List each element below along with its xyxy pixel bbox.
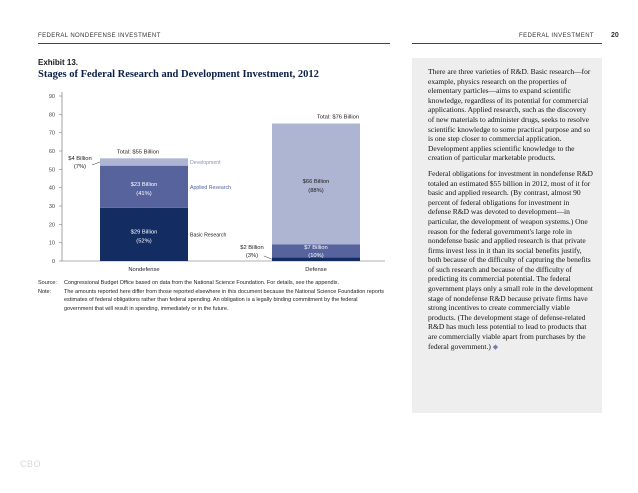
sidebar-paragraph-1: There are three varieties of R&D. Basic research—for example, physics research on the properties of elementary particles—aims to expand scientific knowledge, regardless of its potential for commercial applications. Applied research, such as the discovery of new materials to administer drugs, seeks to resolve scientific knowledge to some practical purpose and so is one step closer to commercial application. Development applies scientific knowledge to the creation of particular marketable products. [428,67,591,163]
segment-value-label: $23 Billion [130,181,158,188]
y-tick-label: 10 [48,240,55,247]
segment-percent-label: (88%) [308,188,324,194]
segment-value-label: $7 Billion [304,244,328,251]
callout-leader-line [264,256,272,259]
legend-entry: Basic Research [190,232,227,239]
source-label: Source: [38,280,57,286]
note-text: The amounts reported here differ from those reported elsewhere in this document because the National Science Foundation reports estimates of federal obligations rather than federal spending. An obligation is a legally binding commitment by the federal government that will result in spending, immediately or in the future. [64,288,384,312]
segment-percent-label: (52%) [136,238,152,245]
y-tick-label: 90 [48,94,55,100]
y-tick-label: 60 [48,149,55,155]
source-note [38,279,388,288]
y-tick-label: 80 [48,112,55,119]
bar-total-label: Total: $76 Billion [316,114,360,121]
y-tick-label: 20 [48,222,55,229]
header-rule-right [412,43,602,44]
segment-percent-label: (10%) [308,252,324,259]
segment-value-label: $2 Billion [240,245,264,251]
page-number: 20 [611,32,619,39]
sidebar-text [428,67,593,358]
exhibit-label: Exhibit 13. [38,58,79,67]
y-tick-label: 30 [48,204,55,210]
running-header-right: FEDERAL INVESTMENT [519,33,594,39]
segment-percent-label: (7%) [73,164,87,170]
x-category-label: Defense [305,267,327,273]
source-text: Congressional Budget Office based on data from the National Science Foundation. For details, see the appendix. [64,280,340,286]
y-tick-label: 70 [48,130,55,137]
chart-notes [38,279,388,313]
segment-value-label: $29 Billion [130,229,158,236]
stacked-bar-chart [0,0,400,280]
y-tick-label: 0 [51,259,55,265]
segment-value-label: $4 Billion [68,156,92,162]
x-category-label: Nondefense [128,267,160,273]
y-tick-label: 50 [48,167,55,174]
segment-value-label: $66 Billion [302,179,330,185]
sidebar-paragraph-2-text: Federal obligations for investment in nondefense R&D totaled an estimated $55 billion in 2012, most of it for basic and applied research. (By contrast, almost 90 percent of federal obligations for investment in defense R&D was devoted to development—in particular, the development of weapon systems.) One reason for the federal government's large role in nondefense basic and applied research is that private firms invest less in it than its social benefits justify, both because of the difficulty of capturing the benefits of such research and because of the difficulty of predicting its commercial potential. The federal government plays only a small role in the development stage of nondefense R&D because private firms have strong incentives to create commercially viable products. (The development stage of defense-related R&D has much less potential to lead to products that are commercially viable apart from purchases by the federal government.) [428,168,593,351]
segment-percent-label: (41%) [136,190,152,197]
chart-title: Stages of Federal Research and Development Investment, 2012 [38,69,319,80]
note-label: Note: [38,288,52,295]
legend-entry: Applied Research [190,184,231,191]
note [38,288,388,314]
callout-leader-line [92,162,100,165]
bar-segment-nondefense-development [100,158,188,165]
segment-percent-label: (3%) [245,253,259,259]
sidebar-paragraph-2 [428,169,593,352]
bar-total-label: Total: $55 Billion [116,149,160,156]
y-tick-label: 40 [48,185,55,192]
legend-entry: Development [190,160,221,166]
end-diamond-icon: ◆ [492,342,499,351]
cbo-logo: CBO [20,459,42,469]
running-header-left: FEDERAL NONDEFENSE INVESTMENT [38,33,161,39]
